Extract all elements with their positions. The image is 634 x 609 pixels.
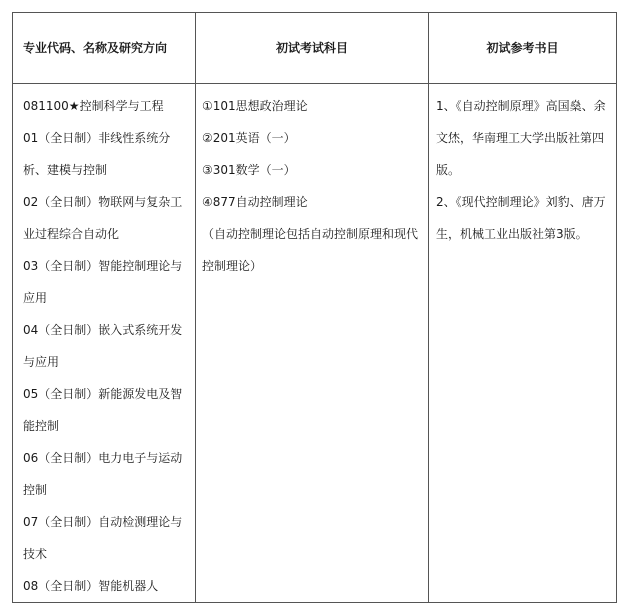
subject-line: ①101思想政治理论 <box>202 99 308 113</box>
subjects-list <box>196 84 428 282</box>
major-line: 业过程综合自动化 <box>23 227 120 241</box>
book-line: 1、《自动控制原理》高国燊、余 <box>436 99 606 113</box>
major-line: 应用 <box>23 291 48 305</box>
major-line: 析、建模与控制 <box>23 163 108 177</box>
book-line: 生，机械工业出版社第3版。 <box>436 227 588 241</box>
major-line: 01（全日制）非线性系统分 <box>23 131 171 145</box>
major-line: 05（全日制）新能源发电及智 <box>23 387 183 401</box>
content-row <box>13 84 617 603</box>
subjects-cell <box>196 84 429 603</box>
subject-line: 控制理论） <box>202 259 263 273</box>
major-line: 02（全日制）物联网与复杂工 <box>23 195 183 209</box>
subject-line: ③301数学（一） <box>202 163 296 177</box>
subject-line: ②201英语（一） <box>202 131 296 145</box>
major-line: 03（全日制）智能控制理论与 <box>23 259 183 273</box>
header-major: 专业代码、名称及研究方向 <box>13 13 196 84</box>
subject-line: （自动控制理论包括自动控制原理和现代 <box>202 227 419 241</box>
book-line: 版。 <box>436 163 461 177</box>
book-line: 文烋，华南理工大学出版社第四 <box>436 131 605 145</box>
major-line: 081100★控制科学与工程 <box>23 99 164 113</box>
books-list <box>429 84 616 250</box>
major-line: 与应用 <box>23 355 60 369</box>
header-row <box>13 13 617 84</box>
header-books: 初试参考书目 <box>429 13 617 84</box>
books-cell <box>429 84 617 603</box>
major-line: 04（全日制）嵌入式系统开发 <box>23 323 183 337</box>
exam-table <box>12 12 617 603</box>
major-line: 能控制 <box>23 419 60 433</box>
subject-line: ④877自动控制理论 <box>202 195 308 209</box>
book-line: 2、《现代控制理论》刘豹、唐万 <box>436 195 606 209</box>
major-list <box>13 84 195 602</box>
major-line: 07（全日制）自动检测理论与 <box>23 515 183 529</box>
major-line: 06（全日制）电力电子与运动 <box>23 451 183 465</box>
header-subjects: 初试考试科目 <box>196 13 429 84</box>
major-line: 技术 <box>23 547 48 561</box>
major-line: 08（全日制）智能机器人 <box>23 579 159 593</box>
major-cell <box>13 84 196 603</box>
major-line: 控制 <box>23 483 48 497</box>
